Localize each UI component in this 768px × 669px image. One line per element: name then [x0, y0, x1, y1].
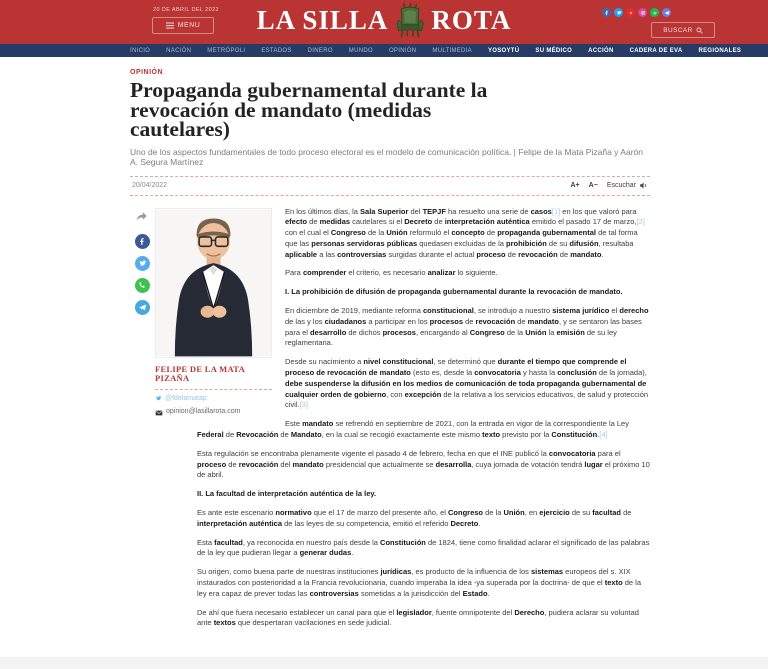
nav-item-metropoli[interactable]: METRÓPOLI	[207, 47, 246, 54]
author-photo	[155, 208, 272, 358]
footnote-link-2[interactable]: [2]	[636, 217, 645, 227]
author-twitter-handle: @fdelamatap	[165, 394, 207, 402]
article-wrap	[130, 207, 650, 630]
share-facebook-button[interactable]	[135, 234, 150, 249]
article-title: Propaganda gubernamental durante la revocación de mandato (medidas cautelares)	[130, 78, 488, 141]
article-page	[130, 57, 650, 629]
nav-item-yosoytu[interactable]: YOSOYTÚ	[487, 47, 520, 54]
twitter-icon[interactable]	[614, 8, 623, 17]
article-subtitle: Uno de los aspectos fundamentales de todo proceso electoral es el modelo de comunicación política. | Felipe de la Mata Pizaña y Aarón A. Segura Martínez	[130, 146, 643, 167]
twitter-icon	[155, 395, 162, 402]
article-paragraph: Desde su nacimiento a nivel constitucional, se determinó que durante el tiempo que comprende el proceso de revocación de mandato (esto es, desde la convocatoria y hasta la conclusión de la jornada), debe suspenderse la difusión en los medios de comunicación de toda propaganda gubernamental de cualquier orden de gobierno, con excepción de la relativa a los servicios educativos, de salud y protección civil.[3]	[285, 357, 649, 410]
nav-item-su-medico[interactable]: SU MÉDICO	[535, 47, 573, 54]
listen-label: Escuchar	[606, 182, 636, 189]
author-name: FELIPE DE LA MATA PIZAÑA	[155, 363, 245, 383]
nav-item-regionales[interactable]: REGIONALES	[698, 47, 742, 54]
logo-text-right: ROTA	[431, 5, 512, 35]
article-paragraph: Este mandato se refrendó en septiembre de 2021, con la entrada en vigor de la correspondiente la Ley Federal de Revocación de Mandato, en la cual se recogió exactamente este mismo texto previsto por la Constitución.[4]	[197, 419, 629, 440]
author-email-link[interactable]	[155, 407, 272, 418]
menu-label: MENU	[177, 22, 201, 29]
author-email-text: opinion@lasillarota.com	[166, 408, 241, 416]
spotify-icon[interactable]	[650, 8, 659, 17]
header-right	[602, 8, 715, 38]
broken-chair-icon	[395, 3, 424, 38]
nav-item-mundo[interactable]: MUNDO	[348, 47, 373, 54]
footnote-link-3[interactable]: [3]	[299, 400, 308, 410]
article-tools	[571, 181, 649, 190]
header-date: 20 DE ABRIL DEL 2022	[153, 7, 219, 13]
author-twitter-link[interactable]	[155, 394, 272, 405]
hamburger-icon	[166, 22, 174, 29]
article-section-heading: II. La facultad de interpretación auténtica de la ley.	[197, 489, 377, 499]
header-social-links	[602, 8, 671, 17]
facebook-icon[interactable]	[602, 8, 611, 17]
nav-item-inicio[interactable]: INICIO	[130, 47, 151, 54]
font-increase-button[interactable]: A+	[570, 182, 580, 189]
listen-button[interactable]	[607, 181, 648, 190]
footer-band	[0, 657, 768, 669]
article-paragraph: Es ante este escenario normativo que el 17 de marzo del presente año, el Congreso de la Unión, en ejercicio de su facultad de interpretación auténtica de las leyes de su competencia, emitió el referido Decreto.	[197, 508, 632, 528]
logo-text-left: LA SILLA	[256, 5, 389, 35]
nav-item-dinero[interactable]: DINERO	[307, 47, 333, 54]
author-card	[155, 208, 272, 419]
nav-item-opinion[interactable]: OPINIÓN	[388, 47, 417, 54]
share-column	[134, 209, 150, 315]
share-whatsapp-button[interactable]	[135, 278, 150, 293]
nav-item-cadera-de-eva[interactable]: CADERA DE EVA	[629, 47, 683, 54]
footnote-link-4[interactable]: [4]	[599, 430, 608, 440]
publish-date: 20/04/2022	[132, 182, 168, 189]
instagram-icon[interactable]	[638, 8, 647, 17]
author-portrait	[156, 209, 271, 357]
section-label[interactable]: OPINIÓN	[130, 69, 164, 76]
article-meta-row	[130, 176, 650, 196]
share-twitter-button[interactable]	[135, 256, 150, 271]
nav-item-multimedia[interactable]: MULTIMEDIA	[432, 47, 472, 54]
speaker-icon	[639, 181, 648, 190]
nav-item-nacion[interactable]: NACIÓN	[166, 47, 192, 54]
article-paragraph: En los últimos días, la Sala Superior del TEPJF ha resuelto una serie de casos[1] en los que valoró para efecto de medidas cautelares si el Decreto de interpretación auténtica emitido el pasado 17 de marzo,[2] con el cual el Congreso de la Unión reformuló el concepto de propaganda gubernamental de tal forma que las personas servidoras públicas quedasen excluidas de la prohibición de su difusión, resultaba aplicable a las controversias surgidas durante el actual proceso de revocación de mandato.	[285, 206, 645, 259]
article-paragraph: En diciembre de 2019, mediante reforma constitucional, se introdujo a nuestro sistema jurídico el derecho de las y los ciudadanos a participar en los procesos de revocación de mandato, y se sentaron las bases para el desarrollo de dichos procesos, encargando al Congreso de la Unión la emisión de su ley reglamentaria.	[285, 306, 649, 348]
nav-item-accion[interactable]: ACCIÓN	[588, 47, 614, 54]
footnote-link-1[interactable]: [1]	[551, 206, 561, 216]
article-paragraph: Su origen, como buena parte de nuestras instituciones jurídicas, es producto de la influencia de los sistemas europeos del s. XIX instaurados con posterioridad a la Francia revolucionaria, cuando imperaba la idea -ya superada por la doctrina- de que el texto de la ley era capaz de prever todas las controversias sometidas a la jurisdicción del Estado.	[197, 567, 642, 598]
nav-item-estados[interactable]: ESTADOS	[261, 47, 292, 54]
article-paragraph: Esta facultad, ya reconocida en nuestro país desde la Constitución de 1824, tiene como finalidad aclarar el significado de las palabras de la ley que pudieran llegar a generar dudas.	[197, 537, 650, 558]
search-button[interactable]	[651, 22, 715, 38]
search-icon	[696, 27, 703, 34]
youtube-icon[interactable]	[626, 8, 635, 17]
envelope-icon	[155, 409, 163, 417]
menu-button[interactable]	[152, 17, 214, 34]
article-paragraph: Esta regulación se encontraba plenamente vigente el pasado 4 de febrero, fecha en que el INE publicó la convocatoria para el proceso de revocación del mandato presidencial que actualmente se desarrolla, cuya jornada de votación tendrá lugar el próximo 10 de abril.	[197, 448, 650, 480]
article-section-heading: I. La prohibición de difusión de propaganda gubernamental durante la revocación de mandato.	[285, 287, 623, 297]
share-icon[interactable]	[136, 209, 148, 227]
share-telegram-button[interactable]	[135, 300, 150, 315]
telegram-icon[interactable]	[662, 8, 671, 17]
article-paragraph: Para comprender el criterio, es necesario analizar lo siguiente.	[285, 268, 498, 278]
dashed-divider	[155, 389, 272, 390]
article-paragraph: De ahí que fuera necesario establecer un canal para que el legislador, fuente omnipotente del Derecho, pudiera aclarar su voluntad ante textos que despertaran vacilaciones en sede judicial.	[197, 607, 639, 628]
main-nav	[0, 44, 768, 57]
site-logo[interactable]	[257, 3, 512, 38]
site-header	[0, 0, 768, 44]
font-decrease-button[interactable]: A−	[588, 182, 598, 189]
article-body	[155, 206, 650, 630]
search-label: BUSCAR	[663, 26, 693, 34]
